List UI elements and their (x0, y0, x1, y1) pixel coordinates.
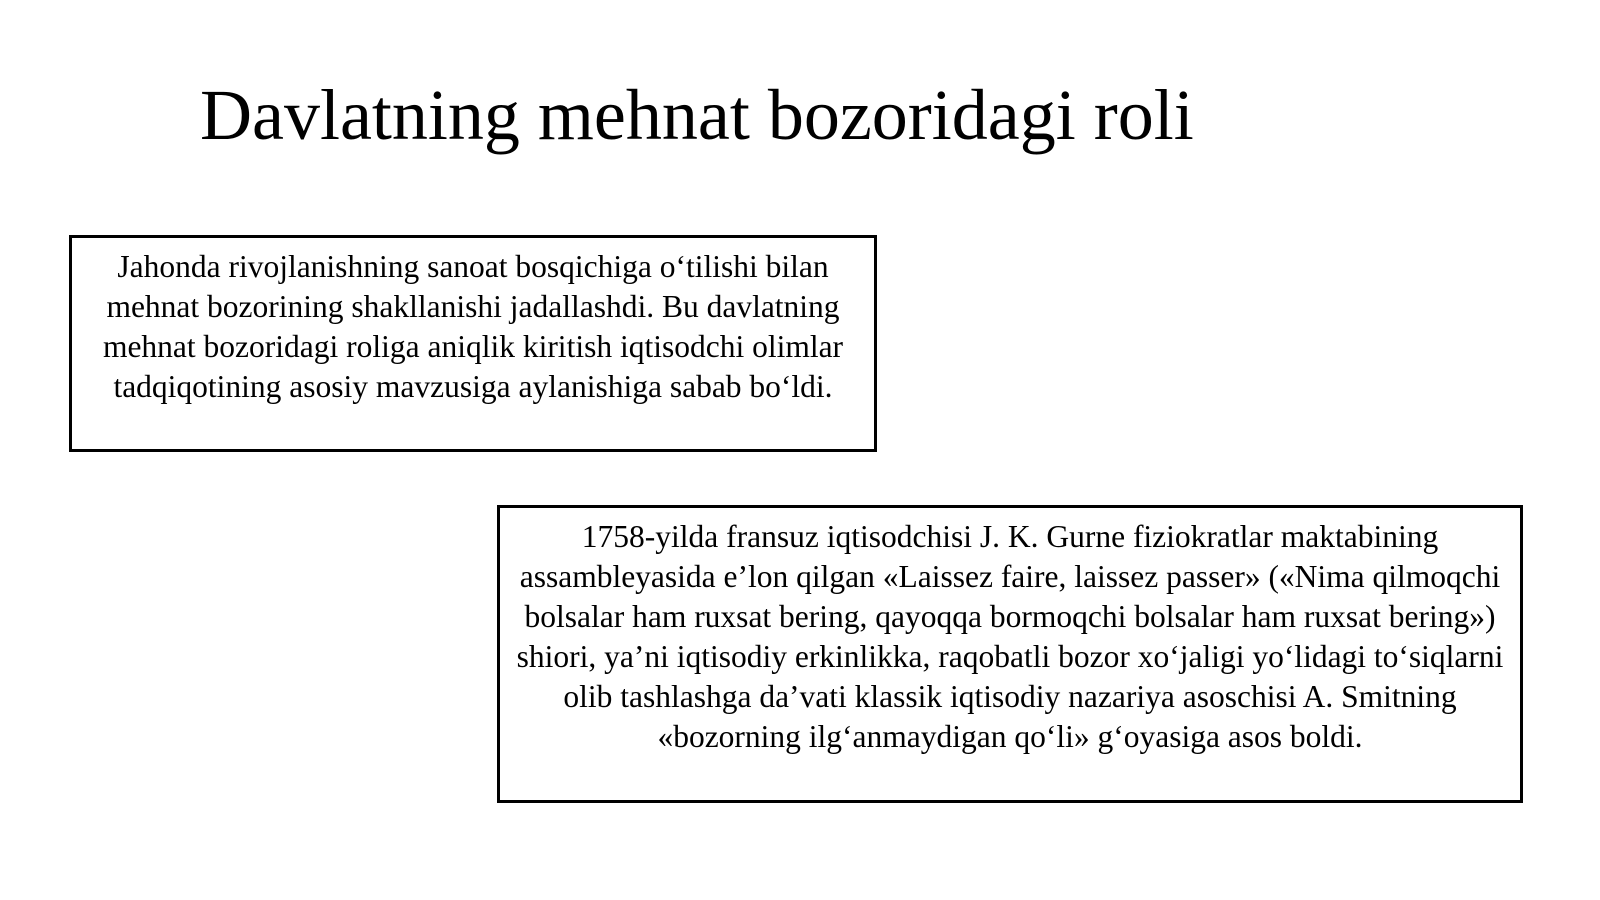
text-box-paragraph: 1758-yilda fransuz iqtisodchisi J. K. Gurne fiziokratlar maktabining assambleyasida e’lon qilgan «Laissez faire, laissez passer» («Nima qilmoqchi bolsalar ham ruxsat bering, qayoqqa bormoqchi bolsalar ham ruxsat bering») shiori, ya’ni iqtisodiy erkinlikka, raqobatli bozor xo‘jaligi yo‘lidagi to‘siqlarni olib tashlashga da’vati klassik iqtisodiy nazariya asoschisi A. Smitning «bozorning ilg‘anmaydigan qo‘li» g‘oyasiga asos boldi. (516, 519, 1504, 754)
text-box-paragraph: Jahonda rivojlanishning sanoat bosqichiga o‘tilishi bilan mehnat bozorining shakllanishi jadallashdi. Bu davlatning mehnat bozoridagi roliga aniqlik kiritish iqtisodchi olimlar tadqiqotining asosiy mavzusiga aylanishiga sabab bo‘ldi. (102, 249, 844, 404)
slide-title: Davlatning mehnat bozoridagi roli (200, 75, 1194, 155)
text-box-industrial-stage (69, 235, 877, 452)
text-box-laissez-faire (497, 505, 1523, 803)
